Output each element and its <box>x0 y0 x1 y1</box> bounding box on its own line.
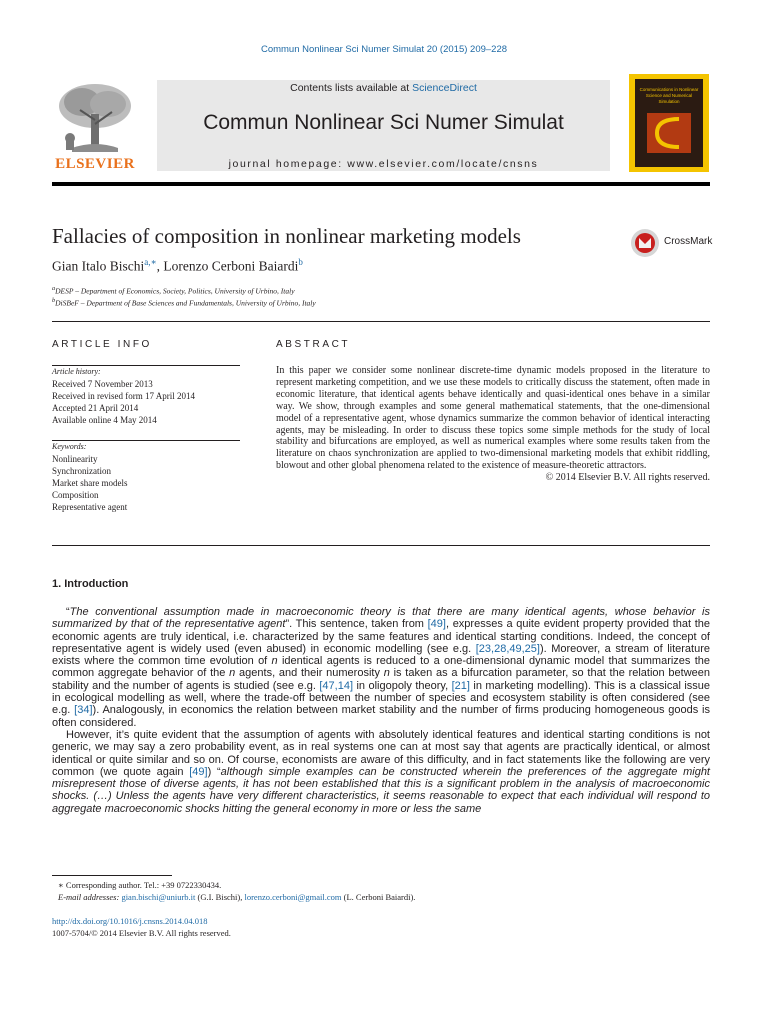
affiliation-text: DiSBeF – Department of Base Sciences and Fundamentals, University of Urbino, Italy <box>55 298 316 308</box>
header-divider <box>52 182 710 186</box>
tree-illustration-icon <box>52 80 138 156</box>
keyword-item: Market share models <box>52 478 128 488</box>
body-text-run: However, it’s quite evident that the assumption of agents with absolutely identical features and identical starting conditions is not generic, we may say a zero probability event, as in real systems one can at most say that agents are practically identical, or almost identical or quite similar and so on. Of course, economists are aware of this difficulty, and in fact statements like the following are very common (we quote again <box>52 728 710 778</box>
emphasis-text: n <box>229 667 236 680</box>
citation-link[interactable]: [34] <box>74 704 93 717</box>
section-divider <box>52 321 710 322</box>
affiliation-text: DESP – Department of Economics, Society, Politics, University of Urbino, Italy <box>55 286 295 296</box>
keywords <box>52 440 240 513</box>
citation-link[interactable]: [49] <box>189 765 208 778</box>
article-title: Fallacies of composition in nonlinear marketing models <box>52 224 521 248</box>
sciencedirect-link[interactable]: ScienceDirect <box>412 82 477 94</box>
affiliation-marker: a <box>52 285 56 292</box>
article-info-heading: ARTICLE INFO <box>52 339 152 350</box>
citation-link[interactable]: [49] <box>427 618 446 631</box>
affiliation-marker: b <box>52 297 56 304</box>
author-separator: , <box>156 258 164 274</box>
keyword-item: Composition <box>52 490 99 500</box>
emphasis-text: n <box>383 667 390 680</box>
journal-title: Commun Nonlinear Sci Numer Simulat <box>203 111 564 134</box>
body-text-run: in oligopoly theory, <box>353 679 452 692</box>
corresponding-author-note: ∗ Corresponding author. Tel.: +39 0722330434. <box>58 880 222 890</box>
email-link[interactable]: lorenzo.cerboni@gmail.com <box>244 892 342 902</box>
email-owner: (G.I. Bischi), <box>195 892 245 902</box>
keywords-label: Keywords: <box>52 442 87 451</box>
cover-graphic-icon <box>635 79 703 167</box>
email-label: E-mail addresses: <box>58 892 120 902</box>
body-paragraph <box>52 729 710 815</box>
keyword-item: Nonlinearity <box>52 454 98 464</box>
contents-prefix: Contents lists available at <box>290 82 413 94</box>
email-link[interactable]: gian.bischi@uniurb.it <box>121 892 196 902</box>
body-text-run: ). Analogously, in economics the relation between market stability and the number of firms producing homogeneous goods is often considered. <box>52 704 710 729</box>
crossmark-label[interactable]: CrossMark <box>664 236 713 247</box>
body-text-run: agents, and their numerosity <box>235 667 384 680</box>
cover-inner <box>635 79 703 167</box>
author-list <box>52 257 303 275</box>
body-text-run: , expresses a quite evident property provided that the economic agents are truly identical, i.e. characterized by the same features and identical starting conditions. Indeed, the concept of representative agent is widely used (even abused) in economic modelling (see e.g. <box>52 618 710 655</box>
keyword-item: Representative agent <box>52 502 128 512</box>
emphasis-text: The conventional assumption made in macroeconomic theory is that there are many identical agents, whose behavior is summarized by that of the representative agent <box>52 606 710 631</box>
abstract-paragraph: In this paper we consider some nonlinear discrete-time dynamic models proposed in the literature to represent marketing competition, and we use these models to critically discuss the statement, often made in economic literature, that identical agents behave identically and quasi-identical ones behave in a similar way. We show, through examples and some general mathematical statements, that the one-dimensional model of a representative agent, whose dynamics summarize the common behavior of identical interacting agents, may be misleading. In order to discuss these topics some simple methods for the study of local stability and bifurcations are employed, as well as numerical examples where some results taken from the literature on chaos synchronization are applied to two-dimensional marketing models that exhibit riddling, blowout and other global phenomena related to the existence of measure-theoretic attractors. <box>276 365 710 472</box>
citation-link[interactable]: [21] <box>451 679 470 692</box>
email-note <box>52 891 710 903</box>
body-text-run: “ <box>66 606 70 618</box>
body-text-run: in marketing modelling). This is a classical issue in ecological modelling as well, where the trade-off between the number of species and ecosystem stability is often considered (see e.g. <box>52 679 710 717</box>
body-text-run: ) “ <box>207 765 221 778</box>
citation-link[interactable]: [47,14] <box>319 679 354 692</box>
footnote-divider <box>52 875 172 876</box>
author-name: Gian Italo Bischi <box>52 258 145 274</box>
crossmark-icon <box>630 228 660 258</box>
doi-link[interactable]: http://dx.doi.org/10.1016/j.cnsns.2014.04.018 <box>52 916 208 926</box>
author-affiliation-link[interactable]: b <box>298 257 303 267</box>
abstract-heading: ABSTRACT <box>276 339 351 350</box>
citation-link[interactable]: [23,28,49,25] <box>475 642 540 655</box>
footnotes <box>52 879 710 903</box>
email-owner: (L. Cerboni Baiardi). <box>341 892 416 902</box>
journal-reference-link[interactable]: Commun Nonlinear Sci Numer Simulat 20 (2015) 209–228 <box>260 44 508 55</box>
abstract-body <box>276 365 710 484</box>
abstract-copyright: © 2014 Elsevier B.V. All rights reserved. <box>545 472 710 484</box>
body-text-run: ”. This sentence, taken from <box>285 618 428 631</box>
homepage-url-link[interactable]: www.elsevier.com/locate/cnsns <box>347 158 539 170</box>
contents-line <box>157 80 610 96</box>
keyword-item: Synchronization <box>52 466 111 476</box>
history-item: Accepted 21 April 2014 <box>52 403 139 413</box>
section-heading: 1. Introduction <box>52 578 129 590</box>
section-divider <box>52 545 710 546</box>
journal-homepage <box>157 158 610 170</box>
emphasis-text: although simple examples can be constructed wherein the preferences of the aggregate might misrepresent those of diverse agents, it has not been established that this is a significant problem in the analysis of macroeconomic shocks. (…) Unless the agents have very different characteristics, it seems reasonable to expect that each individual will respond to aggregate macroeconomic shocks hitting the general economy in more or less the same <box>52 765 710 815</box>
body-text-run: is taken as a bifurcation parameter, so that the relation between stability and the number of agents is studied (see e.g. <box>52 667 711 692</box>
body-paragraph <box>52 606 710 729</box>
cover-title: Communications in Nonlinear Science and Numerical Simulation <box>639 87 699 104</box>
emphasis-text: n <box>271 655 278 668</box>
history-item: Received in revised form 17 April 2014 <box>52 391 195 401</box>
author-affiliation-link[interactable]: a,∗ <box>144 257 157 267</box>
journal-cover-image[interactable] <box>629 74 709 172</box>
affiliation-a <box>52 285 295 296</box>
history-item: Received 7 November 2013 <box>52 379 153 389</box>
author-name: Lorenzo Cerboni Baiardi <box>163 258 299 274</box>
doi-block <box>52 915 231 939</box>
history-label: Article history: <box>52 367 101 376</box>
issn-copyright: 1007-5704/© 2014 Elsevier B.V. All rights reserved. <box>52 928 231 938</box>
body-text-run: ). Moreover, a stream of literature exists where the common time evolution of <box>52 642 710 668</box>
affiliation-b <box>52 297 316 308</box>
article-history <box>52 365 240 426</box>
elsevier-wordmark: ELSEVIER <box>55 156 135 172</box>
homepage-prefix: journal homepage: <box>228 158 348 170</box>
body-text-run: identical agents is reduced to a one-dimensional dynamic model that summarizes the common aggregate behavior of the <box>52 655 710 680</box>
history-item: Available online 4 May 2014 <box>52 415 157 425</box>
introduction-body <box>52 606 710 815</box>
